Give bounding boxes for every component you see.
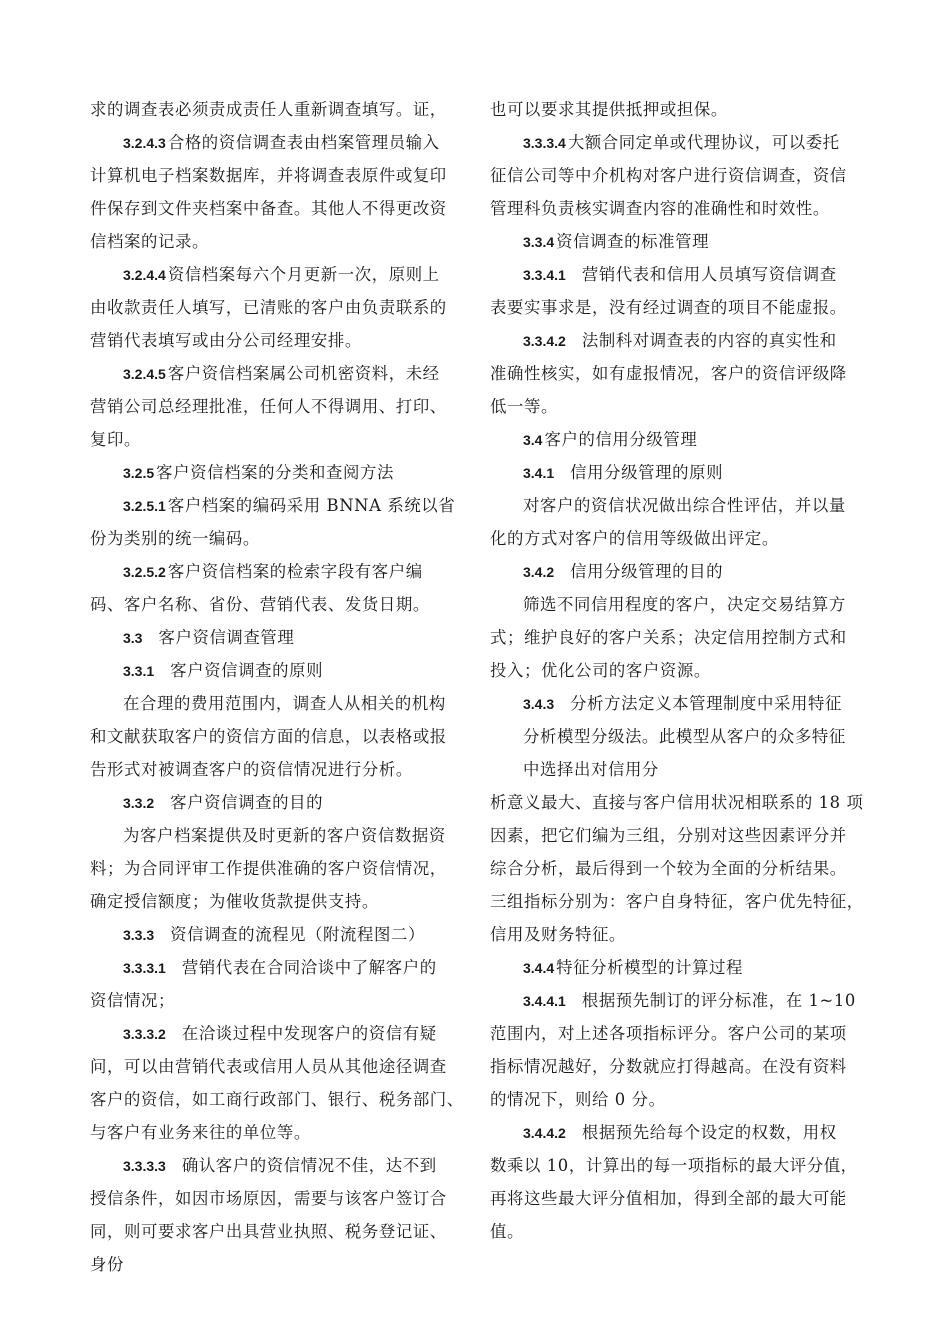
- paragraph-text: 中选择出对信用分: [523, 760, 659, 779]
- numbered-paragraph-line: [90, 654, 465, 687]
- text-line: [490, 357, 865, 390]
- text-line: [490, 918, 865, 951]
- section-number: 3.3.1: [123, 663, 155, 679]
- numbered-paragraph-line: [90, 489, 465, 522]
- paragraph-text: 问，可以由营销代表或信用人员从其他途径调查: [90, 1057, 447, 1076]
- section-number: 3.3.3.1: [123, 960, 166, 976]
- paragraph-text: 数乘以 10，计算出的每一项指标的最大评分值，: [490, 1156, 858, 1175]
- numbered-paragraph-line: [90, 258, 465, 291]
- paragraph-text: 表要实事求是，没有经过调查的项目不能虚报。: [490, 298, 847, 317]
- section-number: 3.3.3.2: [123, 1026, 166, 1042]
- paragraph-text: 值。: [490, 1222, 524, 1241]
- section-number: 3.4.4.1: [523, 993, 566, 1009]
- paragraph-text: 再将这些最大评分值相加，得到全部的最大可能: [490, 1189, 847, 1208]
- paragraph-text: 件保存到文件夹档案中备查。其他人不得更改资: [90, 199, 447, 218]
- paragraph-text: 分析模型分级法。此模型从客户的众多特征: [523, 727, 846, 746]
- text-line: [90, 93, 465, 126]
- section-number: 3.2.5: [123, 465, 155, 481]
- text-line: [490, 588, 865, 621]
- paragraph-text: 特征分析模型的计算过程: [556, 958, 744, 977]
- paragraph-text: 三组指标分别为：客户自身特征，客户优先特征，: [490, 892, 864, 911]
- paragraph-text: 资信档案每六个月更新一次，原则上: [167, 265, 440, 284]
- text-line: [90, 1248, 465, 1281]
- paragraph-text: 料；为合同评审工作提供准确的客户资信情况，: [90, 859, 447, 878]
- text-line: [490, 1050, 865, 1083]
- paragraph-text: 信用分级管理的原则: [570, 463, 724, 482]
- paragraph-text: 营销公司总经理批准，任何人不得调用、打印、: [90, 397, 447, 416]
- paragraph-text: 综合分析，最后得到一个较为全面的分析结果。: [490, 859, 847, 878]
- text-line: [90, 588, 465, 621]
- numbered-paragraph-line: [90, 555, 465, 588]
- numbered-paragraph-line: [90, 786, 465, 819]
- section-number: 3.3.2: [123, 795, 155, 811]
- section-number: 3.2.5.2: [123, 564, 166, 580]
- text-line: [490, 93, 865, 126]
- paragraph-text: 营销代表和信用人员填写资信调查: [581, 265, 837, 284]
- section-number: 3.4.3: [523, 696, 555, 712]
- numbered-paragraph-line: [490, 456, 865, 489]
- text-line: [90, 885, 465, 918]
- paragraph-text: 析意义最大、直接与客户信用状况相联系的 18 项: [490, 793, 864, 812]
- paragraph-text: 客户资信档案的分类和查阅方法: [156, 463, 395, 482]
- paragraph-text: 告形式对被调查客户的资信情况进行分析。: [90, 760, 413, 779]
- paragraph-text: 和文献获取客户的资信方面的信息，以表格或报: [90, 727, 447, 746]
- numbered-paragraph-line: [490, 1116, 865, 1149]
- paragraph-text: 确认客户的资信情况不佳，达不到: [181, 1156, 437, 1175]
- section-number: 3.3.3.4: [523, 135, 566, 151]
- section-number: 3.2.5.1: [123, 498, 166, 514]
- paragraph-text: 法制科对调查表的内容的真实性和: [581, 331, 837, 350]
- text-line: [490, 852, 865, 885]
- text-line: [490, 654, 865, 687]
- section-number: 3.3.4.1: [523, 267, 566, 283]
- paragraph-text: 客户资信档案的检索字段有客户编: [167, 562, 423, 581]
- paragraph-text: 客户资信调查的目的: [170, 793, 324, 812]
- paragraph-text: 信用及财务特征。: [490, 925, 626, 944]
- text-line: [490, 390, 865, 423]
- text-line: [490, 1215, 865, 1248]
- numbered-paragraph-line: [490, 984, 865, 1017]
- numbered-paragraph-line: [490, 324, 865, 357]
- paragraph-text: 准确性核实，如有虚报情况，客户的资信评级降: [490, 364, 847, 383]
- paragraph-text: 投入；优化公司的客户资源。: [490, 661, 711, 680]
- text-line: [90, 291, 465, 324]
- text-line: [90, 753, 465, 786]
- paragraph-text: 授信条件，如因市场原因，需要与该客户签订合: [90, 1189, 447, 1208]
- section-number: 3.3.3.3: [123, 1158, 166, 1174]
- paragraph-text: 分析方法定义本管理制度中采用特征: [570, 694, 842, 713]
- section-number: 3.4: [523, 432, 543, 448]
- text-line: [490, 1149, 865, 1182]
- left-column: [90, 93, 465, 1281]
- paragraph-text: 征信公司等中介机构对客户进行资信调查，资信: [490, 166, 847, 185]
- text-line: [490, 1182, 865, 1215]
- paragraph-text: 营销代表在合同洽谈中了解客户的: [181, 958, 437, 977]
- text-line: [90, 423, 465, 456]
- text-line: [490, 621, 865, 654]
- text-line: [90, 720, 465, 753]
- text-line: [90, 1083, 465, 1116]
- paragraph-text: 因素，把它们编为三组，分别对这些因素评分并: [490, 826, 847, 845]
- right-column: [490, 93, 865, 1248]
- paragraph-text: 求的调查表必须责成责任人重新调查填写。证，: [90, 100, 447, 119]
- numbered-paragraph-line: [90, 918, 465, 951]
- paragraph-text: 根据预先给每个设定的权数，用权: [581, 1123, 837, 1142]
- section-number: 3.2.4.3: [123, 135, 166, 151]
- text-line: [90, 192, 465, 225]
- numbered-paragraph-line: [90, 1017, 465, 1050]
- paragraph-text: 码、客户名称、省份、营销代表、发货日期。: [90, 595, 430, 614]
- paragraph-text: 对客户的资信状况做出综合性评估，并以量: [523, 496, 846, 515]
- numbered-paragraph-line: [490, 951, 865, 984]
- paragraph-text: 客户资信调查的原则: [170, 661, 324, 680]
- paragraph-text: 合格的资信调查表由档案管理员输入: [167, 133, 440, 152]
- text-line: [90, 852, 465, 885]
- numbered-paragraph-line: [90, 357, 465, 390]
- numbered-paragraph-line: [490, 258, 865, 291]
- paragraph-text: 筛选不同信用程度的客户，决定交易结算方: [523, 595, 846, 614]
- text-line: [490, 819, 865, 852]
- paragraph-text: 与客户有业务来往的单位等。: [90, 1123, 311, 1142]
- numbered-paragraph-line: [90, 1149, 465, 1182]
- paragraph-text: 信档案的记录。: [90, 232, 209, 251]
- text-line: [90, 225, 465, 258]
- paragraph-text: 指标情况越好，分数就应打得越高。在没有资料: [490, 1057, 847, 1076]
- text-line: [490, 489, 865, 522]
- numbered-paragraph-line: [490, 126, 865, 159]
- text-line: [90, 522, 465, 555]
- text-line: [490, 159, 865, 192]
- paragraph-text: 计算机电子档案数据库，并将调查表原件或复印: [90, 166, 447, 185]
- paragraph-text: 大额合同定单或代理协议，可以委托: [567, 133, 840, 152]
- text-line: [90, 984, 465, 1017]
- text-line: [490, 192, 865, 225]
- numbered-paragraph-line: [90, 621, 465, 654]
- text-line: [90, 1182, 465, 1215]
- text-line: [490, 753, 865, 786]
- paragraph-text: 由收款责任人填写，已清账的客户由负责联系的: [90, 298, 447, 317]
- paragraph-text: 化的方式对客户的信用等级做出评定。: [490, 529, 779, 548]
- paragraph-text: 在合理的费用范围内，调查人从相关的机构: [123, 694, 446, 713]
- text-line: [90, 1116, 465, 1149]
- text-line: [90, 819, 465, 852]
- numbered-paragraph-line: [90, 951, 465, 984]
- section-number: 3.3.4: [523, 234, 555, 250]
- paragraph-text: 的情况下，则给 0 分。: [490, 1090, 666, 1109]
- text-line: [490, 291, 865, 324]
- paragraph-text: 信用分级管理的目的: [570, 562, 724, 581]
- paragraph-text: 式；维护良好的客户关系；决定信用控制方式和: [490, 628, 847, 647]
- numbered-paragraph-line: [490, 687, 865, 720]
- numbered-paragraph-line: [490, 423, 865, 456]
- paragraph-text: 资信调查的标准管理: [556, 232, 710, 251]
- numbered-paragraph-line: [490, 225, 865, 258]
- paragraph-text: 范围内，对上述各项指标评分。客户公司的某项: [490, 1024, 847, 1043]
- paragraph-text: 客户档案的编码采用 BNNA 系统以省: [167, 496, 456, 515]
- paragraph-text: 复印。: [90, 430, 141, 449]
- text-line: [490, 786, 865, 819]
- text-line: [90, 1050, 465, 1083]
- paragraph-text: 资信调查的流程见（附流程图二）: [170, 925, 425, 944]
- numbered-paragraph-line: [90, 126, 465, 159]
- section-number: 3.3.3: [123, 927, 155, 943]
- text-line: [490, 720, 865, 753]
- text-line: [90, 159, 465, 192]
- text-line: [90, 687, 465, 720]
- section-number: 3.4.1: [523, 465, 555, 481]
- paragraph-text: 确定授信额度；为催收货款提供支持。: [90, 892, 379, 911]
- paragraph-text: 同，则可要求客户出具营业执照、税务登记证、: [90, 1222, 447, 1241]
- text-line: [490, 1083, 865, 1116]
- text-line: [90, 1215, 465, 1248]
- paragraph-text: 根据预先制订的评分标准，在 1~10: [581, 991, 856, 1010]
- paragraph-text: 管理科负责核实调查内容的准确性和时效性。: [490, 199, 830, 218]
- text-line: [490, 522, 865, 555]
- paragraph-text: 份为类别的统一编码。: [90, 529, 260, 548]
- section-number: 3.4.4.2: [523, 1125, 566, 1141]
- section-number: 3.2.4.5: [123, 366, 166, 382]
- paragraph-text: 资信情况；: [90, 991, 175, 1010]
- section-number: 3.3: [123, 630, 143, 646]
- numbered-paragraph-line: [90, 456, 465, 489]
- paragraph-text: 低一等。: [490, 397, 558, 416]
- paragraph-text: 客户的资信，如工商行政部门、银行、税务部门、: [90, 1090, 464, 1109]
- paragraph-text: 客户资信档案属公司机密资料，未经: [167, 364, 440, 383]
- section-number: 3.4.2: [523, 564, 555, 580]
- paragraph-text: 客户资信调查管理: [158, 628, 295, 647]
- paragraph-text: 也可以要求其提供抵押或担保。: [490, 100, 728, 119]
- text-line: [90, 390, 465, 423]
- paragraph-text: 为客户档案提供及时更新的客户资信数据资: [123, 826, 446, 845]
- numbered-paragraph-line: [490, 555, 865, 588]
- text-line: [90, 324, 465, 357]
- section-number: 3.4.4: [523, 960, 555, 976]
- paragraph-text: 在洽谈过程中发现客户的资信有疑: [181, 1024, 437, 1043]
- paragraph-text: 营销代表填写或由分公司经理安排。: [90, 331, 362, 350]
- paragraph-text: 身份: [90, 1255, 124, 1274]
- section-number: 3.2.4.4: [123, 267, 166, 283]
- text-line: [490, 1017, 865, 1050]
- paragraph-text: 客户的信用分级管理: [544, 430, 698, 449]
- text-line: [490, 885, 865, 918]
- section-number: 3.3.4.2: [523, 333, 566, 349]
